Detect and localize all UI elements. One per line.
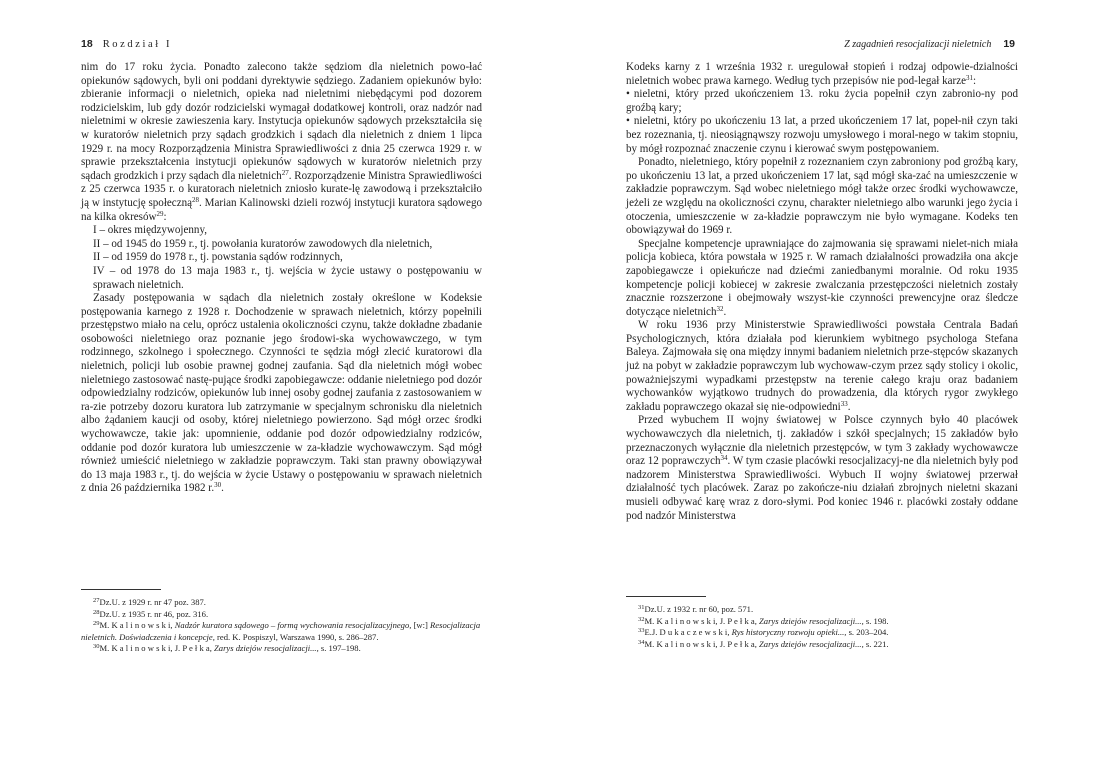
footnote-number: 30 — [93, 643, 100, 651]
chapter-title: Rozdział I — [102, 39, 173, 50]
left-footnotes — [81, 597, 482, 655]
footnote: $^{32}$M. K a l i n o w s k i, J. P e ł k a, Zarys dziejów resocjalizacji..., s. 198. — [638, 615, 889, 626]
footnote-number: 28 — [93, 608, 100, 616]
footnote: $^{31}$Dz.U. z 1932 r. nr 60, poz. 571. — [638, 604, 754, 614]
footnote-title: Zarys dziejów resocjalizacji..., — [214, 643, 319, 654]
paragraph: I – okres międzywojenny, — [93, 224, 208, 237]
left-running-head — [81, 37, 483, 52]
footnote-ref: 30 — [214, 481, 222, 490]
footnote: $^{29}$M. K a l i n o w s k i, Nadzór kuratora sądowego – formą wychowania resocjalizacyjnego, [w:] Resocjalizacja nieletnich. Doświadczenia i koncepcje, red. K. Pospiszyl, Warszawa 1990, s. 286–287. — [81, 620, 481, 642]
paragraph: • nieletni, który po ukończeniu 13 lat, a przed ukończeniem 17 lat, popeł-nił czyn taki bez rozeznania, tj. nieosiągnąwszy rozwoju umysłowego i moral-nego w takim stopniu, by mógł rozpoznać znaczenie czynu i kierować swym postępowaniem. — [626, 115, 1018, 156]
paragraph: • nieletni, który przed ukończeniem 13. roku życia popełnił czyn zabronio-ny pod groźbą kary; — [626, 88, 1018, 115]
footnote-number: 27 — [93, 597, 100, 604]
paragraph: II – od 1945 do 1959 r., tj. powołania kuratorów zawodowych dla nieletnich, — [93, 237, 433, 250]
footnote-number: 34 — [638, 638, 645, 646]
footnote-ref: 27 — [281, 168, 289, 177]
footnote-ref: 33 — [840, 399, 848, 408]
paragraph: Kodeks karny z 1 września 1932 r. uregulował stopień i rodzaj odpowie-dzialności nieletnich wobec prawa karnego. Według tych przepisów nie pod-legał karze$^{31}$: — [626, 61, 1018, 87]
paragraph: nim do 17 roku życia. Ponadto zalecono także sędziom dla nieletnich powo-łać opiekunów sądowych, byli oni poddani dyrektywie sędziego. Zadaniem opiekunów było: zbieranie informacji o nieletnich, opieka nad nieletnimi niebędącymi pod dozorem rodzicielskim, lub gdy dozór rodzicielski wymagał dodatkowej kontroli, oraz nadzór nad nieletnimi w okresie zawieszenia kary. Instytucja opiekunów sądowych przekształciła się w kuratorów nieletnich przy sądach grodzkich i sądach dla nieletnich z dniem 1 lipca 1929 r. na mocy Rozporządzenia Ministra Sprawiedliwości z dnia 25 czerwca 1929 r. w sprawie przekształcenia instytucji opiekunów sądowych w kuratorów nieletnich przy sądach grodzkich i przy sądach dla nieletnich$^{27}$. Rozporządzenie Ministra Sprawiedliwości z 25 czerwca 1935 r. o kuratorach nieletnich zniosło kurate-lę zawodową i przekształciło ją w instytucję społeczną$^{28}$. Marian Kalinowski dzieli rozwój instytucji kuratora sądowego na kilka okresów$^{29}$: — [81, 61, 482, 223]
paragraph: Ponadto, nieletniego, który popełnił z rozeznaniem czyn zabroniony pod groźbą kary, po ukończeniu 13 lat, a przed ukończeniem 17 lat, sąd mógł ska-zać na umieszczenie w zakładzie poprawczym. Sąd wobec nieletniego mógł także orzec środki wychowawcze, jeżeli ze względu na okoliczności czynu, charakter nieletniego albo warunki jego życia i otoczenia, umieszczenie w za-kładzie poprawczym nie było wymagane. Kodeks ten obowiązywał do 1969 r. — [626, 156, 1018, 237]
footnote-ref: 31 — [966, 73, 973, 82]
page-number-left: 18 — [81, 38, 93, 50]
footnote-rule-right — [626, 596, 706, 597]
footnote-number: 33 — [638, 627, 645, 635]
footnote-number: 32 — [638, 615, 645, 623]
footnote-number: 29 — [93, 620, 100, 628]
book-title: Z zagadnień resocjalizacji nieletnich — [844, 39, 992, 50]
footnote-ref: 34 — [720, 454, 728, 463]
footnote-ref: 28 — [192, 195, 200, 204]
right-running-head — [627, 37, 1015, 52]
footnote: $^{33}$E.J. D u k a c z e w s k i, Rys historyczny rozwoju opieki..., s. 203–204. — [638, 627, 889, 638]
paragraph: Przed wybuchem II wojny światowej w Polsce czynnych było 40 placówek wychowawczych dla nieletnich, tj. zakładów i szkół specjalnych; 15 zakładów było przeznaczonych wyłącznie dla nieletnich przestępców, w tym 3 zakłady wychowawcze oraz 12 poprawczych$^{34}$. W tym czasie placówki resocjalizacyj-ne dla nieletnich były pod nadzorem Ministerstwa Sprawiedliwości. Wybuch II wojny światowej przerwał działalność tych placówek. Zaraz po zakończe-niu działań zbrojnych nieletni skazani musieli odbywać karę wraz z doro-słymi. Pod koniec 1946 r. placówki zostały oddane pod nadzór Ministerstwa — [626, 414, 1019, 522]
footnote-title: Nadzór kuratora sądowego – formą wychowania resocjalizacyjnego, — [174, 620, 412, 631]
footnote-title: Zarys dziejów resocjalizacji..., — [759, 638, 864, 649]
footnote-title: Resocjalizacja nieletnich. Doświadczenia i koncepcje, — [81, 620, 481, 642]
footnote: $^{34}$M. K a l i n o w s k i, J. P e ł k a, Zarys dziejów resocjalizacji..., s. 221. — [638, 638, 889, 649]
page-number-right: 19 — [1003, 38, 1015, 50]
footnote: $^{30}$M. K a l i n o w s k i, J. P e ł k a, Zarys dziejów resocjalizacji..., s. 197–198. — [93, 643, 361, 654]
footnote-number: 31 — [638, 604, 645, 611]
paragraph: IV – od 1978 do 13 maja 1983 r., tj. wejścia w życie ustawy o postępowaniu w sprawach nieletnich. — [93, 264, 482, 291]
left-body-text — [81, 61, 482, 496]
right-footnotes — [626, 604, 1018, 650]
footnote: $^{27}$Dz.U. z 1929 r. nr 47 poz. 387. — [93, 597, 206, 607]
footnote-title: Rys historyczny rozwoju opieki..., — [731, 627, 847, 638]
paragraph: Zasady postępowania w sądach dla nieletnich zostały określone w Kodeksie postępowania karnego z 1928 r. Dochodzenie w sprawach nieletnich, którzy popełnili przestępstwo miało na celu, oprócz ustalenia okoliczności czynu, także dokładne zbadanie osobowości nieletniego oraz poznanie jego środowi-ska wychowawczego, w tym rodzinnego, szkolnego i społecznego. Czynności te sędzia mógł zlecić kuratorowi dla nieletnich, policji lub osobie prawnej godnej zaufania. Sąd dla nieletnich mógł wobec nieletniego zastosować nastę-pujące środki zapobiegawcze: oddanie nieletniego pod dozór odpowiedzialny rodziców, opiekunów lub innej osoby godnej zaufania z zastosowaniem w ra-zie potrzeby dozoru kuratora lub zatrzymanie w specjalnym schronisku dla nieletnich albo żądaniem kaucji od osoby, której nieletniego powierzono. Sąd mógł orzec środki wychowawcze, takie jak: upomnienie, oddanie pod dozór odpowiedzialny rodziców, oddanie pod dozór kuratora lub umieszczenie w za-kładzie wychowawczym. Sąd mógł również umieścić nieletniego w zakładzie poprawczym. Taki stan prawny obowiązywał do 13 maja 1983 r., tj. do wejścia w życie Ustawy o postępowaniu w sprawach nieletnich z dnia 26 października 1982 r.$^{30}$. — [81, 292, 482, 495]
footnote-ref: 29 — [156, 209, 164, 218]
paragraph: W roku 1936 przy Ministerstwie Sprawiedliwości powstała Centrala Badań Psychologicznych, która działała pod kierunkiem wybitnego psychologa Stefana Baleya. Zajmowała się ona między innymi badaniem nieletnich prze-stępców skazanych już na pobyt w zakładzie poprawczym lub wychowaw-czym przez sądy stolicy i okolic, poważniejszymi wypadkami przestępstw na terenie całego kraju oraz badaniem wychowanków wyjątkowo trudnych do prowadzenia, dla których rygor zwykłego zakładu poprawczego okazał się nie-odpowiedni$^{33}$. — [626, 319, 1018, 413]
footnote-ref: 32 — [716, 304, 724, 313]
right-body-text — [626, 61, 1018, 523]
footnote-rule-left — [81, 589, 161, 590]
paragraph: II – od 1959 do 1978 r., tj. powstania sądów rodzinnych, — [93, 251, 343, 264]
right-page — [550, 0, 1100, 781]
footnote: $^{28}$Dz.U. z 1935 r. nr 46, poz. 316. — [93, 608, 209, 619]
footnote-title: Zarys dziejów resocjalizacji..., — [759, 615, 864, 626]
paragraph: Specjalne kompetencje uprawniające do zajmowania się sprawami nielet-nich miała policja kobieca, która powstała w 1925 r. W ramach działalności prowadziła ona akcje zapobiegawcze i opiekuńcze nad dziećmi zaniedbanymi moralnie. Od roku 1935 kompetencje policji kobiecej w zakresie zwalczania przestępczości nieletnich zostały znacznie rozszerzone i obejmowały wszyst-kie czynności prewencyjne oraz śledcze dotyczące nieletnich$^{32}$. — [626, 237, 1018, 318]
